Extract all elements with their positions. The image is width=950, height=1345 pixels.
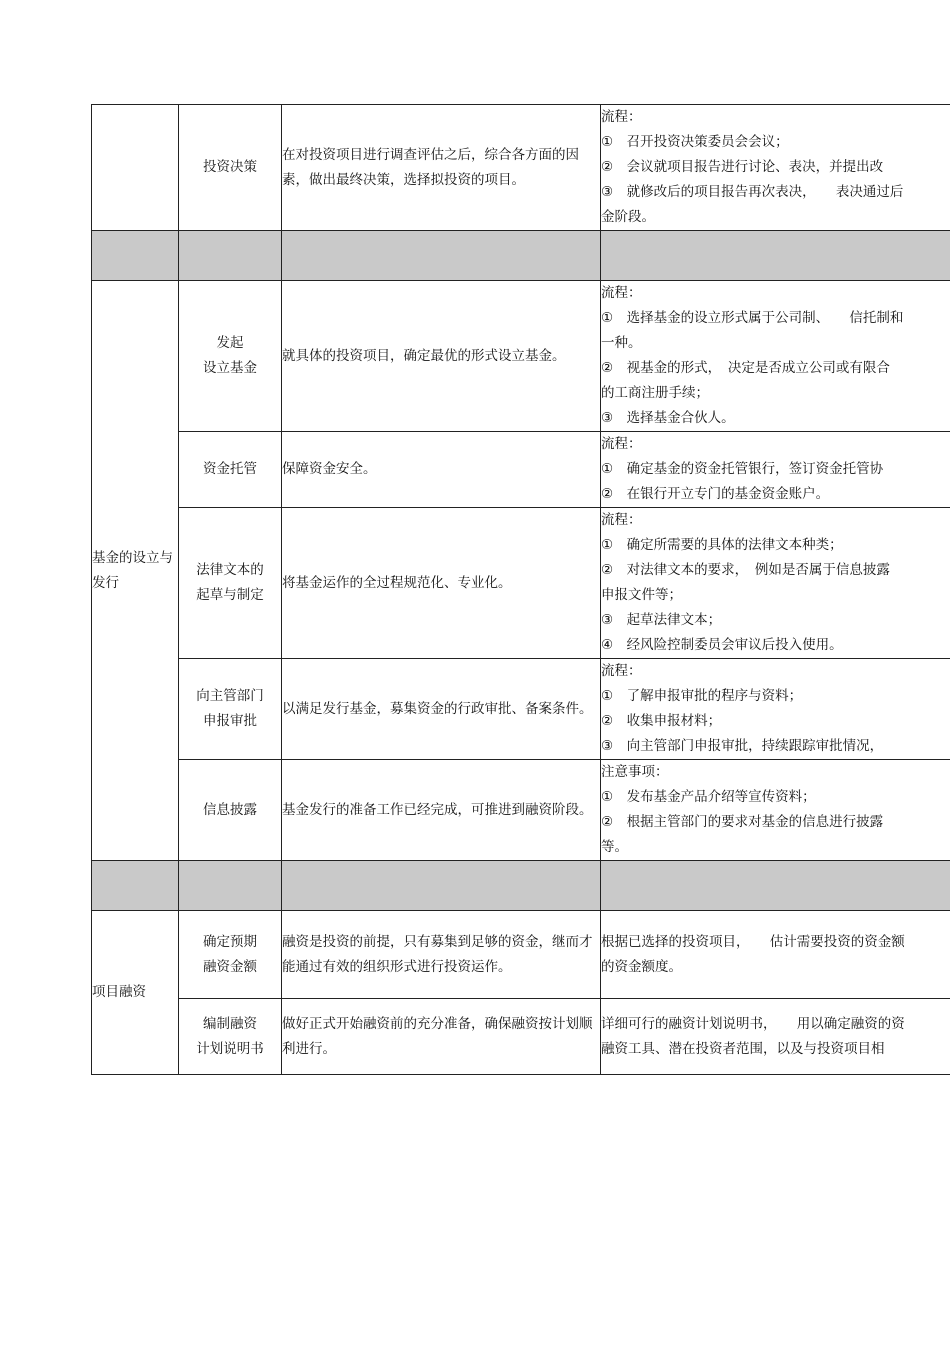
process-cell xyxy=(601,508,950,659)
shaded-cell xyxy=(179,231,282,281)
process-cell xyxy=(601,659,950,760)
process-line: 金阶段。 xyxy=(601,209,655,225)
process-line: 融资工具、潜在投资者范围，以及与投资项目相 xyxy=(601,1040,885,1057)
process-line: ① 选择基金的设立形式属于公司制、 信托制和 xyxy=(601,310,904,326)
process-line: 根据已选择的投资项目， 估计需要投资的资金额 xyxy=(601,933,905,950)
step-cell: 法律文本的 起草与制定 xyxy=(179,508,282,659)
phase-cell: 基金的设立与发行 xyxy=(92,281,179,861)
step-cell: 发起 设立基金 xyxy=(179,281,282,432)
process-line: ① 发布基金产品介绍等宣传资料； xyxy=(601,789,816,805)
process-line: ① 确定所需要的具体的法律文本种类； xyxy=(601,537,843,553)
process-line: ③ 选择基金合伙人。 xyxy=(601,410,735,426)
process-line: 流程： xyxy=(601,285,642,301)
process-line: 一种。 xyxy=(601,335,642,351)
process-cell xyxy=(601,281,950,432)
step-cell: 向主管部门 申报审批 xyxy=(179,659,282,760)
step-cell: 信息披露 xyxy=(179,760,282,861)
step-cell: 资金托管 xyxy=(179,432,282,508)
description-cell: 融资是投资的前提，只有募集到足够的资金，继而才能通过有效的组织形式进行投资运作。 xyxy=(282,911,601,999)
shaded-cell xyxy=(179,861,282,911)
separator-row xyxy=(92,231,950,281)
description-cell: 就具体的投资项目，确定最优的形式设立基金。 xyxy=(282,281,601,432)
description-cell: 将基金运作的全过程规范化、专业化。 xyxy=(282,508,601,659)
table-row xyxy=(92,999,950,1075)
process-table xyxy=(91,104,950,1075)
table-row xyxy=(92,432,950,508)
step-cell: 确定预期 融资金额 xyxy=(179,911,282,999)
process-cell xyxy=(601,911,950,999)
step-cell: 投资决策 xyxy=(179,105,282,231)
process-line: ④ 经风险控制委员会审议后投入使用。 xyxy=(601,637,843,653)
shaded-cell xyxy=(282,861,601,911)
process-line: 等。 xyxy=(601,839,628,855)
shaded-cell xyxy=(92,231,179,281)
process-cell xyxy=(601,999,950,1075)
shaded-cell xyxy=(601,231,950,281)
process-line: 申报文件等； xyxy=(601,587,682,603)
process-line: ② 会议就项目报告进行讨论、表决，并提出改 xyxy=(601,159,884,175)
separator-row xyxy=(92,861,950,911)
process-line: 流程： xyxy=(601,109,642,125)
table-row xyxy=(92,105,950,231)
process-line: ① 了解申报审批的程序与资料； xyxy=(601,688,803,704)
process-line: ③ 起草法律文本； xyxy=(601,612,722,628)
process-line: 流程： xyxy=(601,512,642,528)
table-row xyxy=(92,508,950,659)
process-line: ② 在银行开立专门的基金资金账户。 xyxy=(601,486,830,502)
process-line: ① 确定基金的资金托管银行，签订资金托管协 xyxy=(601,461,884,477)
process-line: ② 对法律文本的要求， 例如是否属于信息披露 xyxy=(601,562,890,578)
process-line: 流程： xyxy=(601,436,642,452)
description-cell: 基金发行的准备工作已经完成，可推进到融资阶段。 xyxy=(282,760,601,861)
table-row xyxy=(92,659,950,760)
shaded-cell xyxy=(282,231,601,281)
table-row xyxy=(92,281,950,432)
description-cell: 保障资金安全。 xyxy=(282,432,601,508)
description-cell: 在对投资项目进行调查评估之后，综合各方面的因素，做出最终决策，选择拟投资的项目。 xyxy=(282,105,601,231)
phase-cell: 项目融资 xyxy=(92,911,179,1075)
description-cell: 以满足发行基金，募集资金的行政审批、备案条件。 xyxy=(282,659,601,760)
process-line: ① 召开投资决策委员会会议； xyxy=(601,134,789,150)
description-cell: 做好正式开始融资前的充分准备，确保融资按计划顺利进行。 xyxy=(282,999,601,1075)
process-cell xyxy=(601,105,950,231)
process-line: 详细可行的融资计划说明书， 用以确定融资的资 xyxy=(601,1015,905,1032)
process-cell xyxy=(601,432,950,508)
process-line: 注意事项： xyxy=(601,764,669,780)
process-line: ③ 就修改后的项目报告再次表决， 表决通过后 xyxy=(601,184,904,200)
process-line: ② 根据主管部门的要求对基金的信息进行披露 xyxy=(601,814,884,830)
shaded-cell xyxy=(92,861,179,911)
process-line: ② 收集申报材料； xyxy=(601,713,722,729)
process-line: ③ 向主管部门申报审批，持续跟踪审批情况， xyxy=(601,738,884,754)
process-line: ② 视基金的形式， 决定是否成立公司或有限合 xyxy=(601,360,890,376)
step-cell: 编制融资 计划说明书 xyxy=(179,999,282,1075)
table-row xyxy=(92,911,950,999)
process-line: 流程： xyxy=(601,663,642,679)
process-line: 的工商注册手续； xyxy=(601,385,709,401)
shaded-cell xyxy=(601,861,950,911)
process-line: 的资金额度。 xyxy=(601,958,682,975)
table-row xyxy=(92,760,950,861)
phase-cell xyxy=(92,105,179,231)
process-cell xyxy=(601,760,950,861)
